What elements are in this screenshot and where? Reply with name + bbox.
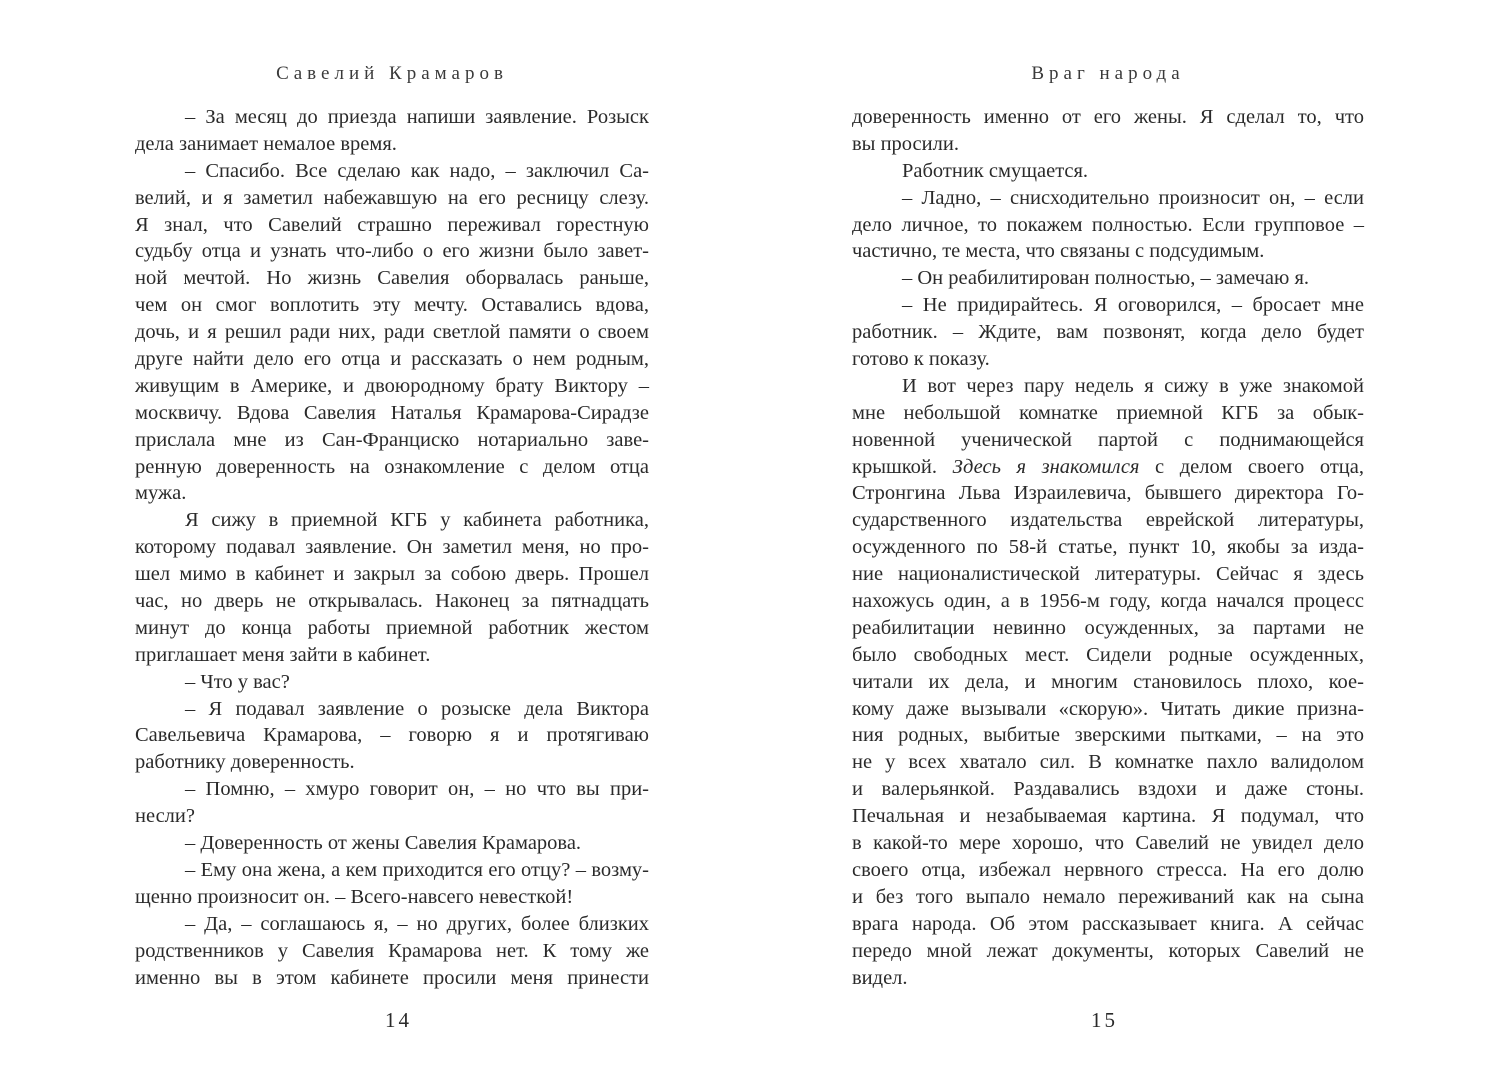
text-span: Савельевича Крамарова, – говорю я и протягиваю — [135, 724, 649, 747]
text-line — [135, 454, 649, 481]
text-line — [135, 400, 649, 427]
text-span: шел мимо в кабинет и закрыл за собою дверь. Прошел — [135, 563, 649, 586]
text-line — [852, 830, 1364, 857]
text-line — [852, 507, 1364, 534]
text-line — [135, 642, 649, 669]
text-span: – За месяц до приезда напиши заявление. Розыск — [185, 106, 649, 128]
text-span: ние националистической литературы. Сейчас я здесь — [852, 563, 1364, 586]
text-span: судьбу отца и узнать что-либо о его жизни было завет- — [135, 240, 649, 263]
text-span: минут до конца работы приемной работник жестом — [135, 616, 649, 639]
page-number-right: 15 — [1091, 1008, 1118, 1032]
text-span: в какой-то мере хорошо, что Савелий не увидел дело — [852, 832, 1364, 855]
text-line — [852, 588, 1364, 615]
text-span: – Доверенность от жены Савелия Крамарова. — [185, 832, 582, 855]
text-line — [852, 696, 1364, 723]
text-line — [135, 615, 649, 642]
right-page — [852, 0, 1364, 1080]
text-line — [135, 776, 649, 803]
text-span: – Он реабилитирован полностью, – замечаю я. — [902, 267, 1310, 290]
text-span: которому подавал заявление. Он заметил меня, но про- — [135, 536, 649, 559]
text-span: Работник смущается. — [902, 159, 1089, 182]
text-span: было свободных мест. Сидели родные осужденных, — [852, 643, 1364, 666]
text-line — [852, 938, 1364, 965]
text-line — [852, 185, 1364, 212]
text-line — [852, 427, 1364, 454]
text-line — [135, 830, 649, 857]
text-line — [135, 131, 649, 158]
text-span: дело личное, то покажем полностью. Если групповое – — [852, 213, 1364, 236]
page-number-left: 14 — [385, 1008, 412, 1032]
text-span: ния родных, выбитые зверскими пытками, – на это — [852, 724, 1364, 747]
text-span: Стронгина Льва Израилевича, бывшего директора Го- — [852, 482, 1364, 505]
text-span: живущим в Америке, и двоюродному брату Виктору – — [135, 374, 649, 397]
text-line — [135, 346, 649, 373]
text-span: не у всех хватало сил. В комнатке пахло валидолом — [852, 751, 1364, 774]
text-line — [852, 857, 1364, 884]
text-line — [852, 642, 1364, 669]
text-span: и без того выпало немало переживаний как на сына — [852, 885, 1364, 908]
left-page-body-text — [135, 104, 649, 991]
text-line — [852, 212, 1364, 239]
text-span: друге найти дело его отца и рассказать о нем родным, — [135, 348, 649, 371]
text-span: осужденного по 58-й статье, пункт 10, якобы за изда- — [852, 536, 1364, 559]
text-span: час, но дверь не открывалась. Наконец за пятнадцать — [135, 590, 649, 613]
text-line — [135, 158, 649, 185]
right-page-body-text — [852, 104, 1364, 991]
text-line — [852, 911, 1364, 938]
text-span: москвичу. Вдова Савелия Наталья Крамарова-Сирадзе — [135, 401, 649, 424]
text-span: родственников у Савелия Крамарова нет. К тому же — [135, 939, 649, 962]
text-line — [852, 104, 1364, 131]
text-span: – Не придирайтесь. Я оговорился, – бросает мне — [902, 294, 1364, 317]
text-span: передо мной лежат документы, которых Савелий не — [852, 939, 1364, 962]
text-span: ной мечтой. Но жизнь Савелия оборвалась раньше, — [135, 267, 649, 290]
text-line — [852, 965, 1364, 992]
text-span: дела занимает немалое время. — [135, 132, 397, 155]
running-head-title: Враг народа — [1031, 63, 1185, 84]
text-line — [135, 534, 649, 561]
text-line — [135, 938, 649, 965]
text-span: несли? — [135, 805, 195, 828]
text-line — [852, 292, 1364, 319]
text-span: нахожусь один, а в 1956-м году, когда начался процесс — [852, 590, 1364, 613]
text-span: – Ладно, – снисходительно произносит он, – если — [902, 186, 1364, 209]
text-line — [135, 722, 649, 749]
text-line — [852, 454, 1364, 481]
text-span: – Что у вас? — [185, 670, 290, 693]
text-span: с делом своего отца, — [1139, 455, 1364, 478]
text-span: видел. — [852, 966, 908, 989]
text-line — [852, 615, 1364, 642]
text-line — [852, 669, 1364, 696]
text-span: крышкой. — [852, 455, 953, 478]
text-line — [135, 292, 649, 319]
text-line — [852, 131, 1364, 158]
text-span: Печальная и незабываемая картина. Я подумал, что — [852, 805, 1364, 828]
text-span: приглашает меня зайти в кабинет. — [135, 643, 431, 666]
text-span: именно вы в этом кабинете просили меня принести — [135, 966, 649, 989]
left-page — [135, 0, 649, 1080]
text-line — [852, 534, 1364, 561]
text-span: вы просили. — [852, 132, 959, 155]
text-line — [135, 507, 649, 534]
text-span: Я сижу в приемной КГБ у кабинета работника, — [185, 509, 649, 532]
text-line — [135, 373, 649, 400]
text-span: – Да, – соглашаюсь я, – но других, более близких — [185, 912, 649, 935]
text-line — [852, 884, 1364, 911]
text-span: прислала мне из Сан-Франциско нотариально заве- — [135, 428, 649, 451]
text-span: ренную доверенность на ознакомление с делом отца — [135, 455, 649, 478]
text-line — [135, 965, 649, 992]
text-span: мне небольшой комнатке приемной КГБ за обык- — [852, 401, 1364, 424]
text-line — [135, 319, 649, 346]
text-line — [135, 427, 649, 454]
text-span: доверенность именно от его жены. Я сделал то, что — [852, 106, 1364, 128]
text-line — [135, 561, 649, 588]
text-line — [135, 185, 649, 212]
text-span: сударственного издательства еврейской литературы, — [852, 509, 1364, 532]
text-span: щенно произносит он. – Всего-навсего невесткой! — [135, 885, 574, 908]
text-line — [135, 803, 649, 830]
text-line — [135, 884, 649, 911]
text-span: – Я подавал заявление о розыске дела Виктора — [185, 697, 649, 720]
text-span: готово к показу. — [852, 348, 990, 371]
text-line — [135, 857, 649, 884]
italic-emphasis: Здесь я знакомился — [952, 455, 1140, 478]
text-span: чем он смог воплотить эту мечту. Оставались вдова, — [135, 294, 649, 317]
text-span: работник. – Ждите, вам позвонят, когда дело будет — [852, 321, 1364, 344]
text-span: кому даже вызывали «скорую». Читать дикие призна- — [852, 697, 1364, 720]
text-span: работнику доверенность. — [135, 751, 355, 774]
text-line — [135, 212, 649, 239]
text-line — [852, 158, 1364, 185]
text-span: врага народа. Об этом рассказывает книга. А сейчас — [852, 912, 1364, 935]
text-span: новенной ученической партой с поднимающейся — [852, 428, 1364, 451]
text-line — [852, 749, 1364, 776]
text-line — [135, 696, 649, 723]
text-span: – Ему она жена, а кем приходится его отцу? – возму- — [185, 858, 649, 881]
text-line — [852, 319, 1364, 346]
text-line — [852, 776, 1364, 803]
text-line — [852, 480, 1364, 507]
text-span: частично, те места, что связаны с подсудимым. — [852, 240, 1265, 263]
text-line — [135, 911, 649, 938]
text-line — [852, 265, 1364, 292]
text-line — [852, 400, 1364, 427]
text-line — [135, 749, 649, 776]
text-span: велий, и я заметил набежавшую на его ресницу слезу. — [135, 186, 649, 209]
text-span: реабилитации невинно осужденных, за партами не — [852, 616, 1364, 639]
text-line — [135, 238, 649, 265]
text-span: Я знал, что Савелий страшно переживал горестную — [135, 213, 649, 236]
text-span: читали их дела, и многим становилось плохо, кое- — [852, 670, 1364, 693]
running-head-author: Савелий Крамаров — [276, 63, 508, 84]
text-line — [135, 104, 649, 131]
text-line — [135, 669, 649, 696]
text-span: – Спасибо. Все сделаю как надо, – заключил Са- — [185, 159, 649, 182]
text-span: и валерьянкой. Раздавались вздохи и даже стоны. — [852, 778, 1364, 801]
text-span: И вот через пару недель я сижу в уже знакомой — [902, 374, 1364, 397]
text-span: своего отца, избежал нервного стресса. На его долю — [852, 858, 1364, 881]
text-span: дочь, и я решил ради них, ради светлой памяти о своем — [135, 321, 649, 344]
text-line — [852, 346, 1364, 373]
text-line — [852, 722, 1364, 749]
text-line — [135, 265, 649, 292]
text-line — [135, 588, 649, 615]
text-line — [852, 238, 1364, 265]
text-span: мужа. — [135, 482, 187, 505]
text-line — [135, 480, 649, 507]
text-line — [852, 803, 1364, 830]
text-line — [852, 561, 1364, 588]
text-span: – Помню, – хмуро говорит он, – но что вы при- — [185, 778, 649, 801]
text-line — [852, 373, 1364, 400]
